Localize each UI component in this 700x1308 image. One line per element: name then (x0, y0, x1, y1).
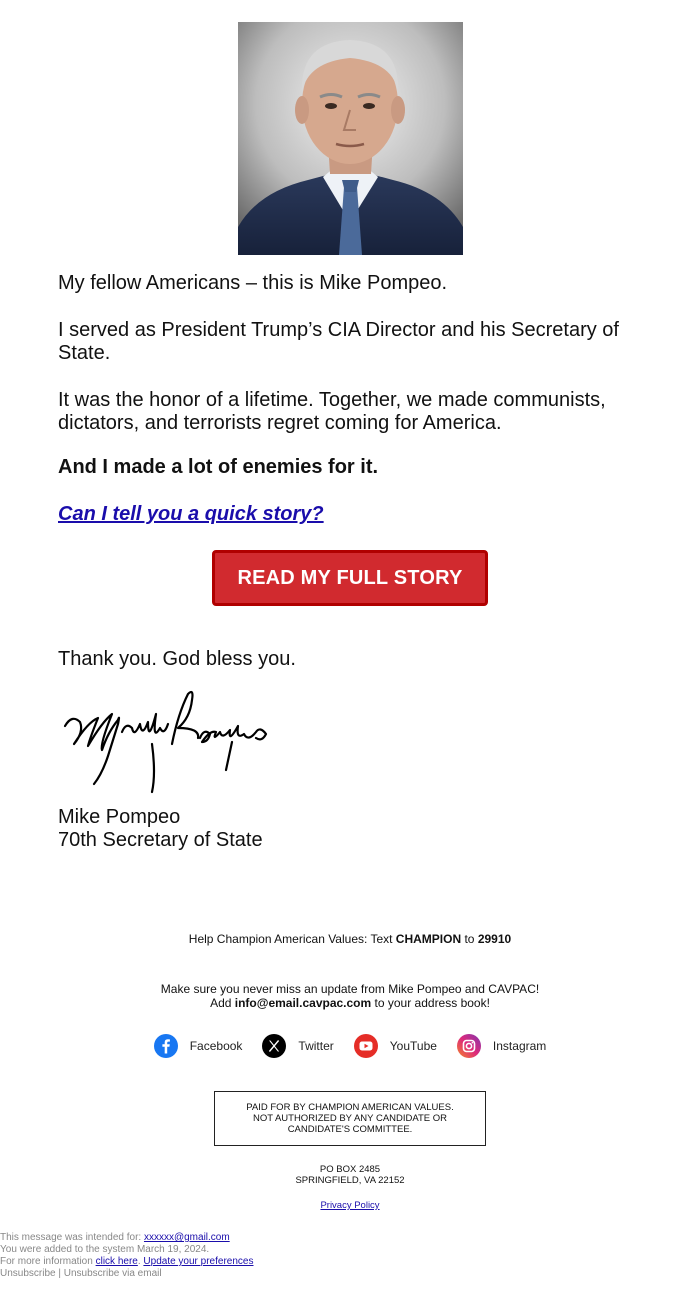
more-info-prefix: For more information (0, 1256, 96, 1267)
text-middle: to (461, 932, 478, 946)
added-line: You were added to the system March 19, 2024. (0, 1244, 210, 1255)
signer-title: 70th Secretary of State (58, 829, 263, 851)
intended-email-link[interactable]: xxxxxx@gmail.com (143, 1232, 230, 1243)
paragraph-enemies: And I made a lot of enemies for it. (58, 456, 379, 478)
add-prefix: Add (210, 996, 235, 1010)
social-youtube[interactable] (354, 1034, 437, 1058)
mailing-address (0, 1164, 700, 1186)
update-line: Make sure you never miss an update from Mike Pompeo and CAVPAC! (160, 982, 540, 996)
text-to-join-line (0, 932, 700, 946)
update-preferences-link[interactable]: Update your preferences (143, 1256, 254, 1267)
add-suffix: to your address book! (371, 996, 490, 1010)
social-twitter-label: Twitter (298, 1039, 334, 1053)
youtube-icon (354, 1034, 378, 1058)
unsubscribe-line (0, 1268, 253, 1280)
portrait-illustration (238, 22, 463, 255)
read-full-story-button[interactable]: READ MY FULL STORY (212, 550, 488, 606)
paragraph-service: I served as President Trump’s CIA Director and his Secretary of State. (58, 319, 619, 364)
pipe-separator: | (55, 1268, 64, 1279)
unsubscribe-email-link[interactable]: Unsubscribe via email (63, 1268, 162, 1279)
hero-photo (238, 22, 463, 255)
text-number: 29910 (477, 932, 512, 946)
social-facebook[interactable] (154, 1034, 243, 1058)
disclaimer-line-1: PAID FOR BY CHAMPION AMERICAN VALUES. (246, 1102, 454, 1113)
story-paragraph (58, 503, 648, 526)
instagram-icon (457, 1034, 481, 1058)
click-here-link[interactable]: click here (95, 1256, 138, 1267)
email-meta (0, 1232, 253, 1280)
text-keyword: CHAMPION (395, 932, 462, 946)
privacy-section (0, 1200, 700, 1211)
social-links (0, 1034, 700, 1058)
disclaimer-line-3: CANDIDATE'S COMMITTEE. (287, 1124, 413, 1135)
story-link[interactable]: Can I tell you a quick story? (58, 503, 324, 525)
social-facebook-label: Facebook (189, 1039, 243, 1053)
handwritten-signature (60, 684, 275, 796)
address-line-1: PO BOX 2485 (319, 1164, 381, 1175)
signer-name: Mike Pompeo (58, 806, 181, 828)
text-prefix: Help Champion American Values: Text (188, 932, 396, 946)
more-info-line (0, 1256, 253, 1268)
closing-text: Thank you. God bless you. (58, 648, 296, 670)
add-email: info@email.cavpac.com (234, 996, 372, 1010)
period-separator: . (137, 1256, 144, 1267)
social-instagram[interactable] (457, 1034, 546, 1058)
social-instagram-label: Instagram (492, 1039, 547, 1053)
address-book-line (0, 996, 700, 1010)
unsubscribe-link[interactable]: Unsubscribe (0, 1268, 56, 1279)
address-line-2: SPRINGFIELD, VA 22152 (295, 1175, 405, 1186)
social-twitter[interactable] (262, 1034, 333, 1058)
facebook-icon (154, 1034, 178, 1058)
x-icon (262, 1034, 286, 1058)
social-youtube-label: YouTube (389, 1039, 437, 1053)
paragraph-honor: It was the honor of a lifetime. Together, we made communists, dictators, and terrorists regret coming for America. (58, 389, 606, 434)
paid-for-disclaimer (214, 1091, 486, 1146)
intended-prefix: This message was intended for: (0, 1232, 144, 1243)
signature (60, 684, 275, 796)
greeting: My fellow Americans – this is Mike Pompeo. (58, 272, 448, 294)
privacy-policy-link[interactable]: Privacy Policy (320, 1200, 380, 1211)
intended-line (0, 1232, 253, 1244)
disclaimer-line-2: NOT AUTHORIZED BY ANY CANDIDATE OR (252, 1113, 448, 1124)
